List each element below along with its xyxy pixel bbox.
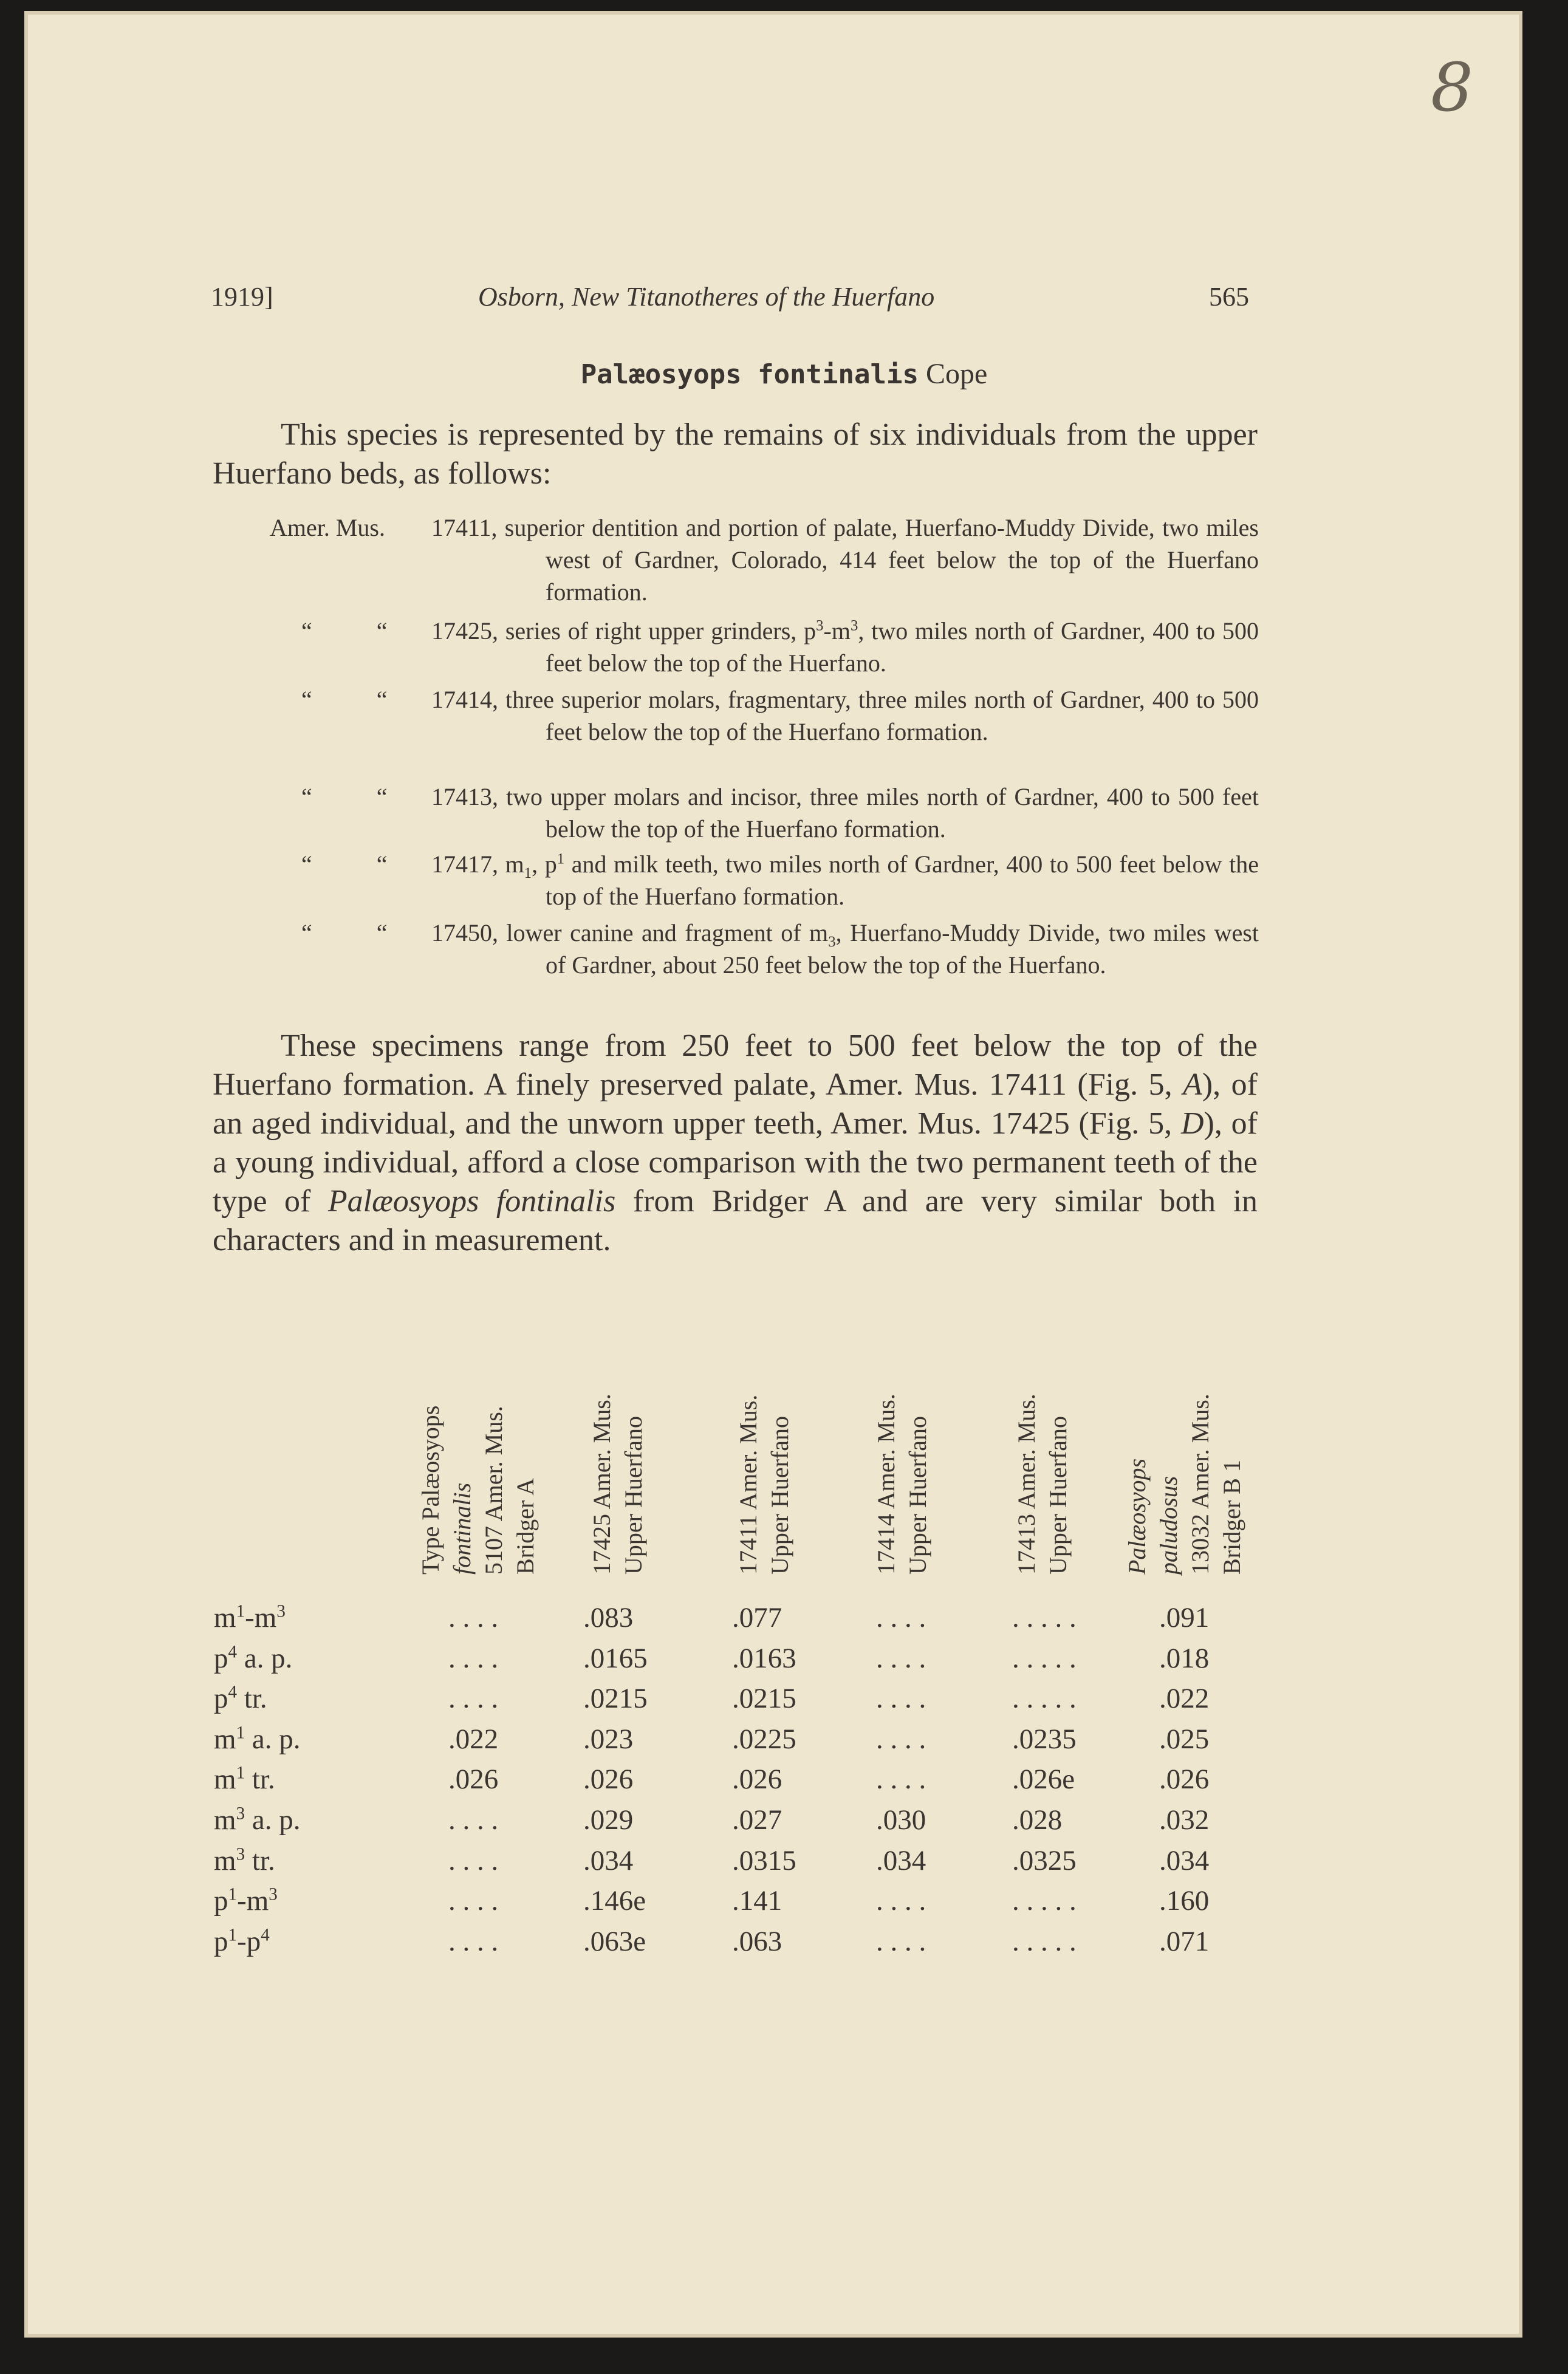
specimen-prefix: Amer. Mus. <box>270 514 385 541</box>
row-label: $p^1-p^4$ <box>214 1925 270 1957</box>
table-cell: . . . . <box>876 1925 926 1957</box>
table-cell: .083 <box>583 1602 634 1633</box>
table-cell: .029 <box>583 1804 634 1836</box>
column-header-line: Upper Huerfano <box>620 1416 647 1575</box>
specimen-prefix: “ “ <box>301 617 388 645</box>
table-cell: .063e <box>583 1925 646 1957</box>
pencil-margin-note: 8 <box>1431 49 1473 126</box>
specimen-text: 17413, two upper molars and incisor, three miles north of Gardner, 400 to 500 feet below the top of the Huerfano formation. <box>431 783 1259 843</box>
table-cell: .026 <box>583 1763 634 1796</box>
specimen-text: 17450, lower canine and fragment of $m_3$, Huerfano-Muddy Divide, two miles west of Gardner, about 250 feet below the top of the Huerfano. <box>431 919 1259 979</box>
row-label: $p^1-m^3$ <box>214 1884 278 1917</box>
table-cell: .030 <box>876 1804 926 1836</box>
table-cell: . . . . <box>448 1642 499 1674</box>
table-cell: .0165 <box>583 1642 648 1674</box>
column-header <box>1011 1394 1074 1575</box>
table-cell: .023 <box>583 1723 634 1755</box>
column-header-line: fontinalis <box>448 1482 476 1575</box>
table-cell: .025 <box>1159 1723 1210 1755</box>
specimen-entry <box>270 683 1259 748</box>
species-name: Palæosyops fontinalis <box>580 359 919 390</box>
specimen-text: 17414, three superior molars, fragmentary, three miles north of Gardner, 400 to 500 feet below the top of the Huerfano formation. <box>431 686 1259 745</box>
table-cell: .0315 <box>732 1844 796 1876</box>
specimen-entry <box>270 917 1259 981</box>
table-cell: . . . . <box>448 1804 499 1836</box>
table-cell: .022 <box>448 1723 499 1755</box>
header-year: 1919] <box>211 282 273 312</box>
table-cell: . . . . <box>876 1763 926 1796</box>
specimen-prefix: “ “ <box>301 919 388 946</box>
table-cell: .071 <box>1159 1925 1210 1957</box>
table-cell: .026 <box>1159 1763 1210 1796</box>
specimen-entry <box>270 511 1259 608</box>
column-header <box>415 1406 541 1575</box>
column-header-line: paludosus <box>1155 1476 1182 1575</box>
specimen-prefix: “ “ <box>301 850 388 878</box>
specimen-entry <box>270 848 1259 912</box>
row-label: $m^1-m^3$ <box>214 1601 286 1633</box>
table-cell: .034 <box>1159 1844 1210 1876</box>
row-label: $m^3$ tr. <box>214 1844 275 1876</box>
table-cell: . . . . . <box>1012 1683 1077 1715</box>
table-cell: .022 <box>1159 1683 1210 1715</box>
specimen-text: 17411, superior dentition and portion of palate, Huerfano-Muddy Divide, two miles west of Gardner, Colorado, 414 feet below the top of the Huerfano formation. <box>431 514 1259 606</box>
table-cell: . . . . . <box>1012 1642 1077 1674</box>
column-header <box>733 1395 796 1575</box>
column-header-line: Bridger B 1 <box>1218 1460 1245 1575</box>
table-cell: .018 <box>1159 1642 1210 1674</box>
table-cell: .026 <box>448 1763 499 1796</box>
table-cell: .0235 <box>1012 1723 1077 1755</box>
row-label: $m^1$ tr. <box>214 1763 275 1796</box>
table-cell: . . . . <box>448 1885 499 1917</box>
column-header-line: 17414 Amer. Mus. <box>872 1394 900 1575</box>
table-cell: . . . . <box>448 1602 499 1633</box>
specimen-text: 17417, $m_1$, $p^1$ and milk teeth, two miles north of Gardner, 400 to 500 feet below the top of the Huerfano formation. <box>431 850 1259 910</box>
column-header <box>871 1394 934 1575</box>
table-cell: . . . . . <box>1012 1885 1077 1917</box>
column-header-line: 17425 Amer. Mus. <box>588 1394 615 1575</box>
row-label: $m^3$ a. p. <box>214 1804 301 1836</box>
table-cell: .0215 <box>583 1683 648 1715</box>
table-cell: .063 <box>732 1925 782 1957</box>
column-header-line: Bridger A <box>512 1478 539 1575</box>
table-cell: . . . . . <box>1012 1925 1077 1957</box>
table-cell: .146e <box>583 1885 646 1917</box>
table-cell: .026 <box>732 1763 782 1796</box>
table-cell: .141 <box>732 1885 782 1917</box>
table-cell: . . . . <box>448 1925 499 1957</box>
body-paragraph: These specimens range from 250 feet to 500 feet below the top of the Huerfano formation. A finely preserved palate, Amer. Mus. 17411 (Fig. 5, A), of an aged individual, and the unworn upper teeth, Amer. Mus. 17425 (Fig. 5, D), of a young individual, afford a close comparison with the two permanent teeth of the type of Palæosyops fontinalis from Bridger A and are very similar both in characters and in measurement. <box>213 1028 1258 1257</box>
table-cell: .0215 <box>732 1683 796 1715</box>
column-header-line: Upper Huerfano <box>904 1416 931 1575</box>
specimen-entry <box>270 781 1259 845</box>
column-header-line: Upper Huerfano <box>766 1416 793 1575</box>
running-title: Osborn, New Titanotheres of the Huerfano <box>478 282 935 312</box>
table-cell: . . . . <box>876 1683 926 1715</box>
row-label: $m^1$ a. p. <box>214 1723 301 1755</box>
table-cell: .034 <box>583 1844 634 1876</box>
row-label: $p^4$ tr. <box>214 1682 267 1715</box>
column-header-line: 17413 Amer. Mus. <box>1013 1394 1040 1575</box>
table-cell: . . . . <box>876 1885 926 1917</box>
table-cell: .032 <box>1159 1804 1210 1836</box>
column-header <box>1121 1394 1248 1575</box>
row-label: $p^4$ a. p. <box>214 1641 293 1674</box>
table-cell: .077 <box>732 1602 782 1633</box>
species-heading <box>581 357 988 391</box>
species-author: Cope <box>925 358 988 390</box>
intro-paragraph: This species is represented by the remains of six individuals from the upper Huerfano beds, as follows: <box>213 417 1258 491</box>
column-header-line: 5107 Amer. Mus. <box>480 1406 507 1575</box>
column-header <box>586 1394 649 1575</box>
specimen-entry <box>270 615 1259 679</box>
table-cell: .028 <box>1012 1804 1063 1836</box>
table-cell: .0225 <box>732 1723 796 1755</box>
column-header-line: 13032 Amer. Mus. <box>1186 1394 1214 1575</box>
specimen-text: 17425, series of right upper grinders, $p^3-m^3$, two miles north of Gardner, 400 to 500 feet below the top of the Huerfano. <box>431 617 1259 677</box>
table-cell: .0325 <box>1012 1844 1077 1876</box>
table-cell: .0163 <box>732 1642 796 1674</box>
table-cell: .034 <box>876 1844 926 1876</box>
table-cell: .091 <box>1159 1602 1210 1633</box>
table-cell: . . . . . <box>1012 1602 1077 1633</box>
table-cell: . . . . <box>876 1723 926 1755</box>
column-header-line: 17411 Amer. Mus. <box>734 1394 762 1575</box>
specimen-prefix: “ “ <box>301 783 388 810</box>
table-cell: . . . . <box>876 1642 926 1674</box>
table-cell: . . . . <box>876 1602 926 1633</box>
table-cell: .026e <box>1012 1763 1075 1796</box>
table-cell: .160 <box>1159 1885 1210 1917</box>
column-header-line: Type Palæosyops <box>417 1405 444 1575</box>
column-header-line: Palæosyops <box>1123 1458 1151 1575</box>
table-cell: .027 <box>732 1804 782 1836</box>
column-header-line: Upper Huerfano <box>1044 1416 1072 1575</box>
specimen-prefix: “ “ <box>301 686 388 713</box>
page-number: 565 <box>1209 282 1249 312</box>
table-cell: . . . . <box>448 1683 499 1715</box>
table-cell: . . . . <box>448 1844 499 1876</box>
